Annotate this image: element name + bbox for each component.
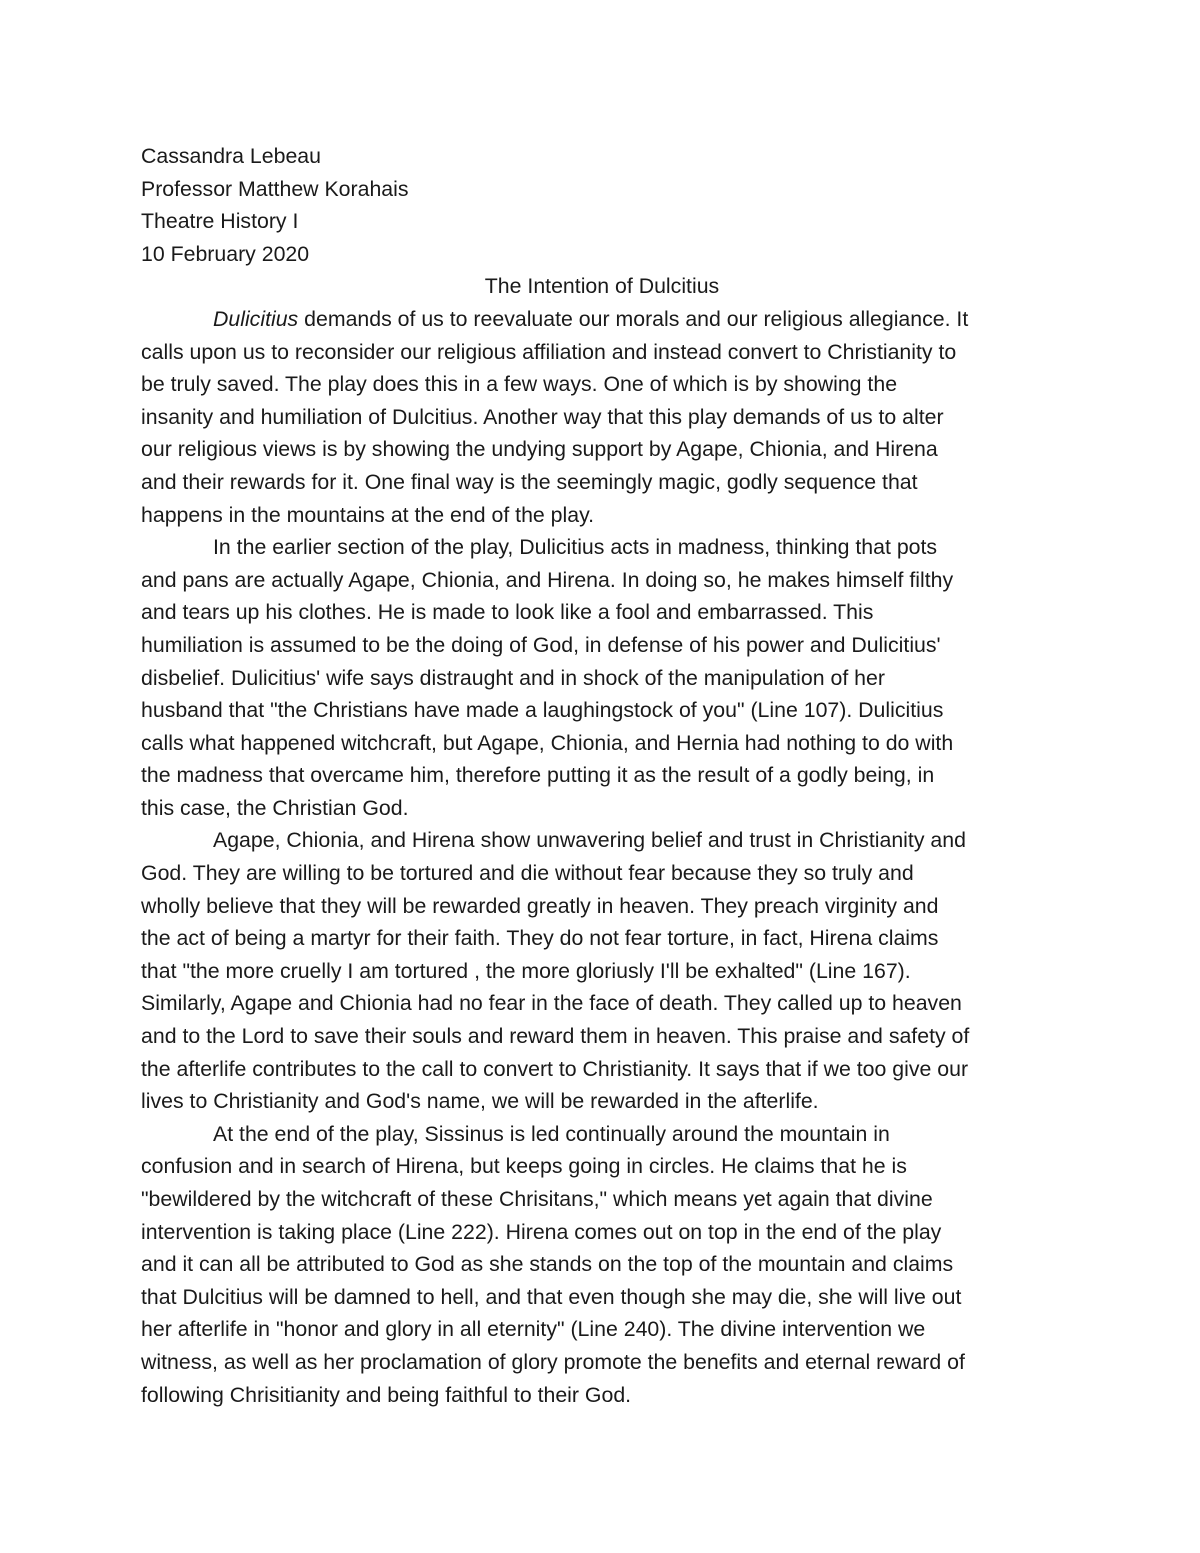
text-line: confusion and in search of Hirena, but keeps going in circles. He claims that he is (141, 1154, 907, 1179)
text-line: the madness that overcame him, therefore putting it as the result of a godly being, in (141, 763, 935, 788)
paragraph-2-first-line: In the earlier section of the play, Dulicitius acts in madness, thinking that pots (213, 535, 938, 560)
course-name: Theatre History I (141, 209, 299, 234)
text-line: humiliation is assumed to be the doing of God, in defense of his power and Dulicitius' (141, 632, 941, 657)
paragraph-1-lead-text: demands of us to reevaluate our morals and our religious allegiance. It (298, 306, 969, 331)
text-line: the afterlife contributes to the call to convert to Christianity. It says that if we too give our (141, 1056, 969, 1081)
professor-name: Professor Matthew Korahais (141, 176, 409, 201)
play-title-italic: Dulicitius (213, 306, 299, 331)
text-line: disbelief. Dulicitius' wife says distraught and in shock of the manipulation of her (141, 665, 885, 690)
text-line: husband that "the Christians have made a laughingstock of you" (Line 107). Dulicitius (141, 698, 944, 723)
text-line: Similarly, Agape and Chionia had no fear in the face of death. They called up to heaven (141, 991, 962, 1016)
text-line: and their rewards for it. One final way is the seemingly magic, godly sequence that (141, 469, 918, 494)
text-line: happens in the mountains at the end of the play. (141, 502, 595, 527)
text-line: and it can all be attributed to God as she stands on the top of the mountain and claims (141, 1252, 954, 1277)
text-line: witness, as well as her proclamation of glory promote the benefits and eternal reward of (141, 1349, 965, 1374)
author-name: Cassandra Lebeau (141, 144, 321, 168)
text-line: our religious views is by showing the undying support by Agape, Chionia, and Hirena (141, 437, 938, 462)
text-line: be truly saved. The play does this in a few ways. One of which is by showing the (141, 372, 898, 397)
paragraph-4 (141, 1118, 1063, 1411)
text-line: insanity and humiliation of Dulcitius. Another way that this play demands of us to alter (141, 404, 944, 429)
text-line: wholly believe that they will be rewarded greatly in heaven. They preach virginity and (141, 893, 939, 918)
paragraph-3 (141, 824, 1063, 1117)
text-line: that "the more cruelly I am tortured , the more gloriusly I'll be exhalted" (Line 167). (141, 958, 911, 983)
text-line: and pans are actually Agape, Chionia, and Hirena. In doing so, he makes himself filthy (141, 567, 954, 592)
essay-date: 10 February 2020 (141, 241, 310, 266)
text-line: "bewildered by the witchcraft of these Chrisitans," which means yet again that divine (141, 1187, 933, 1211)
text-line: this case, the Christian God. (141, 795, 409, 820)
paragraph-2 (141, 531, 1063, 824)
text-line: intervention is taking place (Line 222). Hirena comes out on top in the end of the play (141, 1219, 942, 1244)
text-line: her afterlife in "honor and glory in all eternity" (Line 240). The divine intervention we (141, 1317, 926, 1342)
text-line: calls upon us to reconsider our religious affiliation and instead convert to Christianity to (141, 339, 957, 364)
essay-body (141, 140, 1063, 1411)
text-line: and tears up his clothes. He is made to look like a fool and embarrassed. This (141, 600, 874, 625)
paragraph-4-first-line: At the end of the play, Sissinus is led continually around the mountain in (213, 1121, 890, 1146)
text-line: the act of being a martyr for their faith. They do not fear torture, in fact, Hirena claims (141, 926, 939, 951)
paragraph-1 (141, 303, 1063, 531)
paragraph-1-first-line (141, 303, 1063, 336)
text-line: following Chrisitianity and being faithful to their God. (141, 1382, 632, 1407)
text-line: and to the Lord to save their souls and reward them in heaven. This praise and safety of (141, 1024, 970, 1049)
text-line: that Dulcitius will be damned to hell, and that even though she may die, she will live out (141, 1284, 962, 1309)
essay-title: The Intention of Dulcitius (484, 274, 720, 299)
text-line: God. They are willing to be tortured and die without fear because they so truly and (141, 861, 914, 886)
text-line: lives to Christianity and God's name, we will be rewarded in the afterlife. (141, 1089, 819, 1114)
text-line: calls what happened witchcraft, but Agape, Chionia, and Hernia had nothing to do with (141, 730, 954, 755)
paragraph-3-first-line: Agape, Chionia, and Hirena show unwavering belief and trust in Christianity and (213, 828, 966, 853)
